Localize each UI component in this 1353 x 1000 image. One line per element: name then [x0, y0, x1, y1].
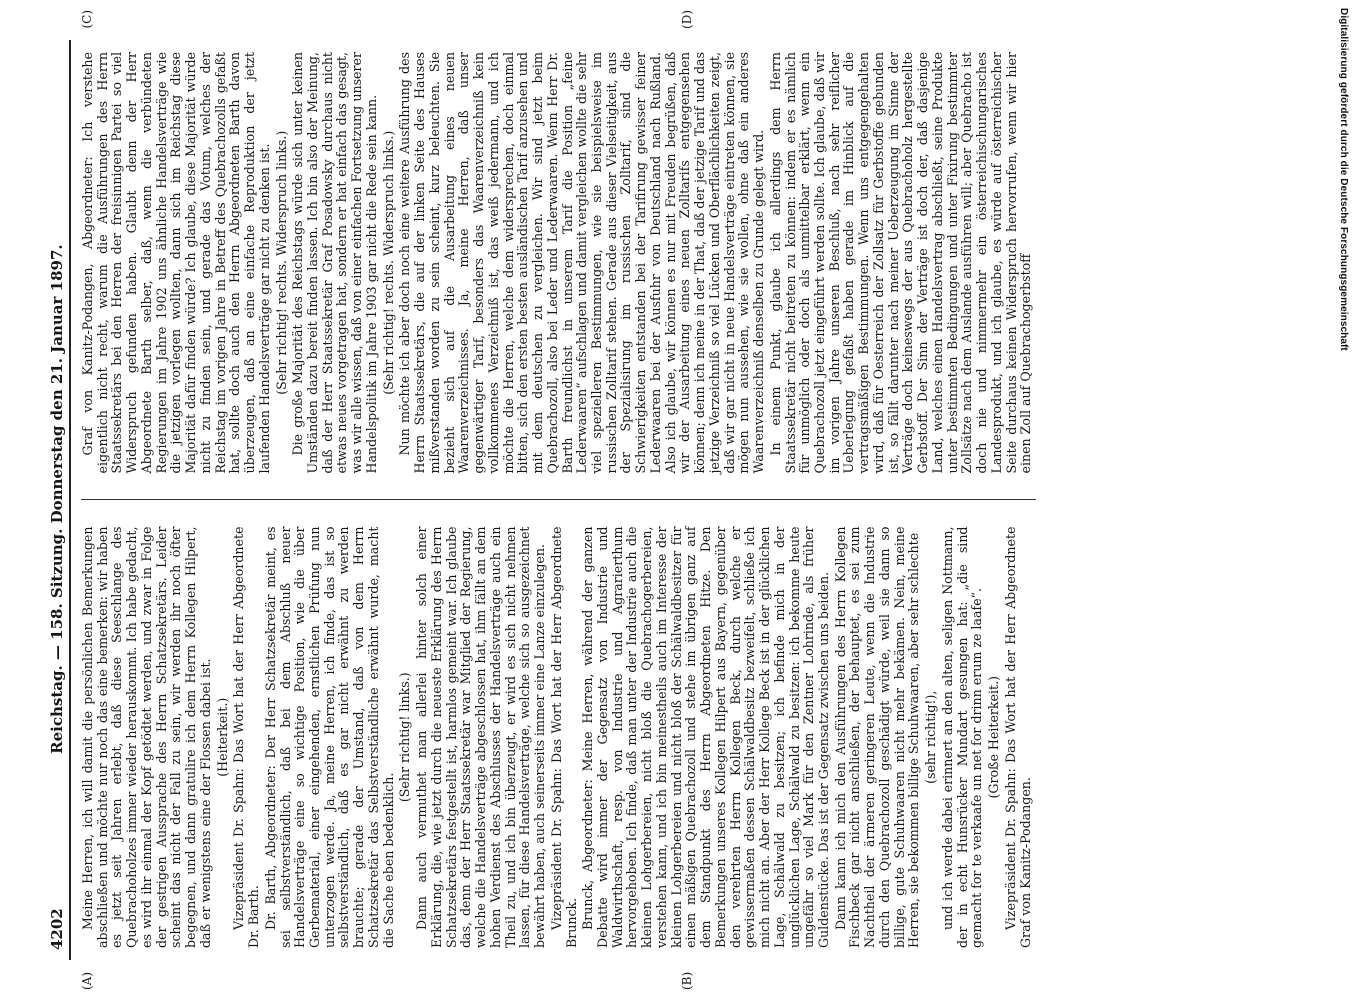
- page-title: Reichstag. — 158. Sitzung. Donnerstag den 21. Januar 1897.: [48, 244, 66, 754]
- page-number: 4202: [48, 908, 66, 950]
- paragraph: Dann kann ich mich den Ausführungen des Herrn Kollegen Fischbeck gar nicht anschließen, der behauptet, es sei zum Nachtheil der ärmeren geringeren Leute, wenn die Industrie durch den Quebrachozoll geschädigt würde, weil sie dann so billige, gute Schuhwaaren nicht mehr bekämen. Nein, meine Herren, sie bekommen billige Schuhwaaren, aber sehr schlechte: [832, 526, 922, 948]
- paragraph: Die große Majorität des Reichstags würde sich unter keinen Umständen dazu bereit finden lassen. Ich bin also der Meinung, daß der Herr Staatssekretär Graf Posadowsky durchaus nicht etwas neues vorgetragen hat, sondern er hat einfach das gesagt, was wir alle wissen, daß von einer einfachen Fortsetzung unserer Handelspolitik im Jahre 1903 gar nicht die Rede sein kann.: [290, 52, 379, 474]
- margin-mark-d: (D): [680, 10, 694, 29]
- paragraph: In einem Punkt, glaube ich allerdings dem Herrn Staatssekretär nicht beitreten zu können: indem er es nämlich für unmöglich oder doch als unmittelbar erklärt, wenn ein Quebrachozoll jetzt eingeführt werden sollte. Ich glaube, daß wir im vorigen Jahre unseren Beschluß, nach sehr reiflicher Ueberlegung gefaßt haben gerade im Hinblick auf die vertragsmäßigen Bestimmungen. Wenn uns entgegengehalten wird, daß für Oesterreich der Zollsatz für Gerbstoffe gebunden ist, so fällt darunter nach meiner Ueberzeugung im Sinne der Verträge doch keineswegs der aus Quebrachoholz hergestellte Gerbstoff. Der Sinn der Verträge ist doch der, daß dasjenige Land, welches einen Handelsvertrag abschließt, seine Produkte unter bestimmten Bedingungen und unter Fixirung bestimmter Zollsätze nach dem Auslande ausführen will; aber Quebracho ist doch nie und nimmermehr ein österreichischungarisches Landesprodukt, und ich glaube, es würde auf österreichischer Seite durchaus keinen Widerspruch hervorrufen, wenn wir hier einen Zoll auf Quebrachogerbstoff: [767, 52, 1034, 474]
- paragraph: Meine Herren, ich will damit die persönlichen Bemerkungen abschließen und möchte nur noch das eine bemerken: wir haben es jetzt seit Jahren erlebt, daß diese Seeschlange des Quebrachoholzes immer wieder herauskommt. Ich habe gedacht, es wird ihr einmal der Kopf getödtet werden, und zwar in Folge der gestrigen Aussprache des Herrn Schatzsekretärs. Leider scheint das nicht der Fall zu sein, wir werden ihr noch öfter begegnen, und dann gratulire ich dem Herrn Kollegen Hilpert, daß er wenigstens eine der Flossen dabei ist.: [80, 526, 213, 948]
- margin-mark-b: (B): [680, 971, 694, 990]
- left-column: [81, 527, 1036, 949]
- paragraph: Nun möchte ich aber doch noch eine weitere Ausführung des Herrn Staatssekretärs, die auf der linken Seite des Hauses mißverstanden worden zu sein scheint, kurz beleuchten. Sie bezieht sich auf die Ausarbeitung eines neuen Waarenverzeichnisses. Ja, meine Herren, daß unser gegenwärtiger Tarif, besonders das Waarenverzeichniß kein vollkommenes Verzeichniß ist, das weiß jedermann, und ich möchte die Herren, welche dem widersprechen, doch einmal bitten, sich den ersten besten ausländischen Tarif anzusehen und mit dem deutschen zu vergleichen. Wir sind jetzt beim Quebrachozoll, also bei Leder und Lederwaaren. Wenn Herr Dr. Barth freundlichst in unserem Tarif die Position „feine Lederwaaren“ aufschlagen und damit vergleichen wollte die sehr viel spezielleren Bestimmungen, wie sie beispielsweise im russischen Zolltarif stehen. Gerade aus dieser Vielseitigkeit, aus der Spezialisirung im russischen Zolltarif, sind die Schwierigkeiten entstanden bei der Tarifirung gewisser feiner Lederwaaren bei der Ausfuhr von Deutschland nach Rußland. Also ich glaube, wir können es nur mit Freuden begrüßen, daß wir der Ausarbeitung eines neuen Zolltarifs entgegensehen können; denn ich meine in der That, daß der jetzige Tarif und das jetzige Verzeichniß so viel Lücken und Oberflächlichkeiten zeigt, daß wir gar nicht in neue Handelsverträge eintreten können, sie mögen nun aussehen, wie sie wollen, ohne daß ein anderes Waarenverzeichniß denselben zu Grunde gelegt wird.: [397, 52, 767, 474]
- paragraph: Vizepräsident Dr. Spahn: Das Wort hat der Herr Abgeordnete Graf von Kanitz-Podangen.: [1002, 526, 1033, 948]
- paragraph: Dr. Barth, Abgeordneter: Der Herr Schatzsekretär meint, es sei selbstverständlich, daß bei dem Abschluß neuer Handelsverträge eine so wichtige Position, wie die über Gerbematerial, einer eingehenden, ernstlichen Prüfung nun unterzogen werde. Ja, meine Herren, ich finde, das ist so selbstverständlich, daß es gar nicht erwähnt zu werden brauchte; gerade der Umstand, daß von dem Herrn Schatzsekretär das Selbstverständliche erwähnt wurde, macht die Sache eben bedenklich.: [262, 526, 396, 948]
- newspaper-page: [40, 10, 1300, 990]
- digitization-note: Digitalisierung gefördert durch die Deutsche Forschungsgemeinschaft: [1338, 8, 1349, 351]
- running-head: [40, 40, 71, 960]
- interjection: (Sehr richtig! rechts. Widerspruch links.): [273, 130, 289, 395]
- paragraph: Graf von Kanitz-Podangen, Abgeordneter: Ich verstehe eigentlich nicht recht, warum die Ausführungen des Herrn Staatssekretärs bei den Herren der freisinnigen Partei so viel Widerspruch gefunden haben. Glaubt denn der Herr Abgeordnete Barth selber, daß, wenn die verbündeten Regierungen im Jahre 1902 uns ähnliche Handelsverträge wie die jetzigen vorlegen wollten, dann sich im Reichstag diese Majorität dafür finden würde? Ich glaube, diese Majorität würde nicht zu finden sein, und gerade das Votum, welches der Reichstag im vorigen Jahre in Betreff des Quebrachozolls gefaßt hat, sollte doch auch den Herrn Abgeordneten Barth davon überzeugen, daß an eine einfache Reproduktion der jetzt laufenden Handelsverträge gar nicht zu denken ist.: [80, 52, 272, 474]
- right-column: [81, 52, 1036, 474]
- column-divider: [81, 500, 1036, 501]
- interjection: (sehr richtig!),: [923, 690, 939, 784]
- interjection: (Heiterkeit.): [214, 697, 230, 777]
- interjection: (Große Heiterkeit.): [986, 675, 1002, 799]
- paragraph: und ich werde dabei erinnert an den alten, seligen Nottmann, der in echt Hunsrücker Mundart gesungen hat: „die sind gemacht for te verkaafe un net for drinn erum ze laafe“.: [939, 526, 985, 948]
- margin-mark-a: (A): [80, 971, 94, 990]
- paragraph: Brunck, Abgeordneter: Meine Herren, während der ganzen Debatte wird immer der Gegensatz von Industrie und Waldwirthschaft, resp. von Industrie und Agrarierthum hervorgehoben. Ich finde, daß man unter der Industrie auch die kleinen Lohgerbereien, nicht bloß die Quebrachogerbereien, verstehen kann, und ich bin meinestheils auch im Interesse der kleinen Lohgerbereien und nicht bloß der Schälwaldbesitzer für einen mäßigen Quebrachozoll und stehe im übrigen ganz auf dem Standpunkt des Herrn Abgeordneten Hitze. Den Bemerkungen unseres Kollegen Hilpert aus Bayern, gegenüber den verehrten Herrn Kollegen Beck, durch welche er gewissermaßen dessen Schälwaldbesitz bezweifelt, schließe ich mich nicht an. Aber der Herr Kollege Beck ist in der glücklichen Lage, Schälwald zu besitzen; ich befinde mich in der unglücklichen Lage, Schälwald zu besitzen: ich bekomme heute ungefähr so viel Mark für den Zentner Lohrinde, als früher Guldenstücke. Das ist der Gegensatz zwischen uns beiden.: [580, 526, 831, 948]
- paragraph: Vizepräsident Dr. Spahn: Das Wort hat der Herr Abgeordnete Brunck.: [548, 526, 579, 948]
- interjection: (Sehr richtig! rechts. Widerspruch links.): [380, 130, 396, 395]
- interjection: (Sehr richtig! links.): [397, 672, 413, 803]
- paragraph: Vizepräsident Dr. Spahn: Das Wort hat der Herr Abgeordnete Dr. Barth.: [231, 526, 262, 948]
- margin-mark-c: (C): [80, 10, 94, 29]
- paragraph: Dann auch vermuthet man allerlei hinter solch einer Erklärung, die, wie jetzt durch die neueste Erklärung des Herrn Schatzsekretärs festgestellt ist, harmlos gemeint war. Ich glaube das, denn der Herr Staatssekretär war Mitglied der Regierung, welche die Handelsverträge abgeschlossen hat, ihm fällt an dem hohen Verdienst des Abschlusses der Handelsverträge auch ein Theil zu, und ich bin überzeugt, er wird es sich nicht nehmen lassen, für diese Handelsverträge, welche sich so ausgezeichnet bewährt haben, auch seinerseits immer eine Lanze einzulegen.: [414, 526, 548, 948]
